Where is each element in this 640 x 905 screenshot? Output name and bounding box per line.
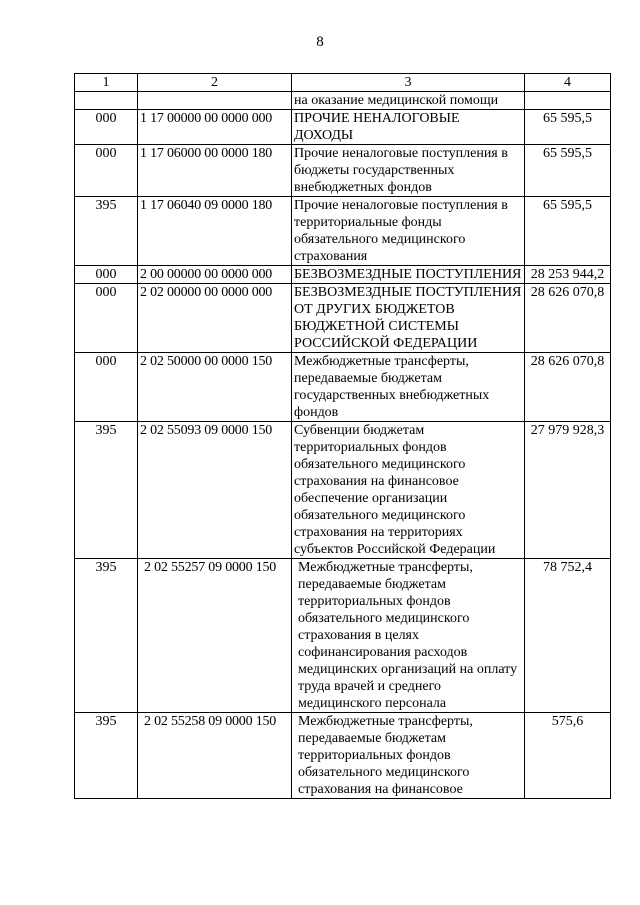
page-number: 8 xyxy=(316,34,324,50)
row-kbk: 2 02 55257 09 0000 150 xyxy=(138,559,292,713)
table-row xyxy=(75,197,611,266)
table-row xyxy=(75,422,611,559)
row-admin-code: 000 xyxy=(75,353,138,422)
row-kbk: 2 02 55093 09 0000 150 xyxy=(138,422,292,559)
header-col-3: 3 xyxy=(292,74,525,92)
row-admin-code: 395 xyxy=(75,713,138,799)
table-row xyxy=(75,110,611,145)
row-name: Прочие неналоговые поступления в территориальные фонды обязательного медицинского страхования xyxy=(292,197,525,266)
table-row xyxy=(75,559,611,713)
row-sum: 65 595,5 xyxy=(525,197,611,266)
table-row xyxy=(75,284,611,353)
row-sum: 65 595,5 xyxy=(525,145,611,197)
row-admin-code: 395 xyxy=(75,422,138,559)
row-sum: 575,6 xyxy=(525,713,611,799)
row-admin-code: 000 xyxy=(75,284,138,353)
table-row xyxy=(75,713,611,799)
row-sum: 27 979 928,3 xyxy=(525,422,611,559)
row-sum: 65 595,5 xyxy=(525,110,611,145)
continuation-row xyxy=(75,92,611,110)
row-name: Межбюджетные трансферты, передаваемые бюджетам территориальных фондов обязательного медицинского страхования в целях софинансирования расходов медицинских организаций на оплату труда врачей и среднего медицинского персонала xyxy=(292,559,525,713)
continuation-text: на оказание медицинской помощи xyxy=(292,92,525,110)
row-kbk: 2 02 55258 09 0000 150 xyxy=(138,713,292,799)
continuation-kbk-cell xyxy=(138,92,292,110)
row-kbk: 1 17 06040 09 0000 180 xyxy=(138,197,292,266)
table-row xyxy=(75,266,611,284)
row-name: БЕЗВОЗМЕЗДНЫЕ ПОСТУПЛЕНИЯ ОТ ДРУГИХ БЮДЖЕТОВ БЮДЖЕТНОЙ СИСТЕМЫ РОССИЙСКОЙ ФЕДЕРАЦИИ xyxy=(292,284,525,353)
row-kbk: 1 17 06000 00 0000 180 xyxy=(138,145,292,197)
row-kbk: 2 02 50000 00 0000 150 xyxy=(138,353,292,422)
row-kbk: 1 17 00000 00 0000 000 xyxy=(138,110,292,145)
row-admin-code: 000 xyxy=(75,266,138,284)
row-admin-code: 000 xyxy=(75,145,138,197)
row-admin-code: 395 xyxy=(75,559,138,713)
row-kbk: 2 02 00000 00 0000 000 xyxy=(138,284,292,353)
row-name: Межбюджетные трансферты, передаваемые бюджетам территориальных фондов обязательного медицинского страхования на финансовое xyxy=(292,713,525,799)
row-name: Субвенции бюджетам территориальных фондов обязательного медицинского страхования на финансовое обеспечение организации обязательного медицинского страхования на территориях субъектов Российской Федерации xyxy=(292,422,525,559)
header-col-2: 2 xyxy=(138,74,292,92)
continuation-sum-cell xyxy=(525,92,611,110)
row-name: Межбюджетные трансферты, передаваемые бюджетам государственных внебюджетных фондов xyxy=(292,353,525,422)
row-name: БЕЗВОЗМЕЗДНЫЕ ПОСТУПЛЕНИЯ xyxy=(292,266,525,284)
table-header-row xyxy=(75,74,611,92)
row-kbk: 2 00 00000 00 0000 000 xyxy=(138,266,292,284)
row-sum: 28 253 944,2 xyxy=(525,266,611,284)
header-col-4: 4 xyxy=(525,74,611,92)
row-admin-code: 395 xyxy=(75,197,138,266)
budget-revenue-table xyxy=(74,73,611,799)
row-sum: 28 626 070,8 xyxy=(525,353,611,422)
row-sum: 28 626 070,8 xyxy=(525,284,611,353)
table-row xyxy=(75,145,611,197)
row-admin-code: 000 xyxy=(75,110,138,145)
row-sum: 78 752,4 xyxy=(525,559,611,713)
row-name: Прочие неналоговые поступления в бюджеты государственных внебюджетных фондов xyxy=(292,145,525,197)
table-row xyxy=(75,353,611,422)
header-col-1: 1 xyxy=(75,74,138,92)
continuation-code-cell xyxy=(75,92,138,110)
row-name: ПРОЧИЕ НЕНАЛОГОВЫЕ ДОХОДЫ xyxy=(292,110,525,145)
